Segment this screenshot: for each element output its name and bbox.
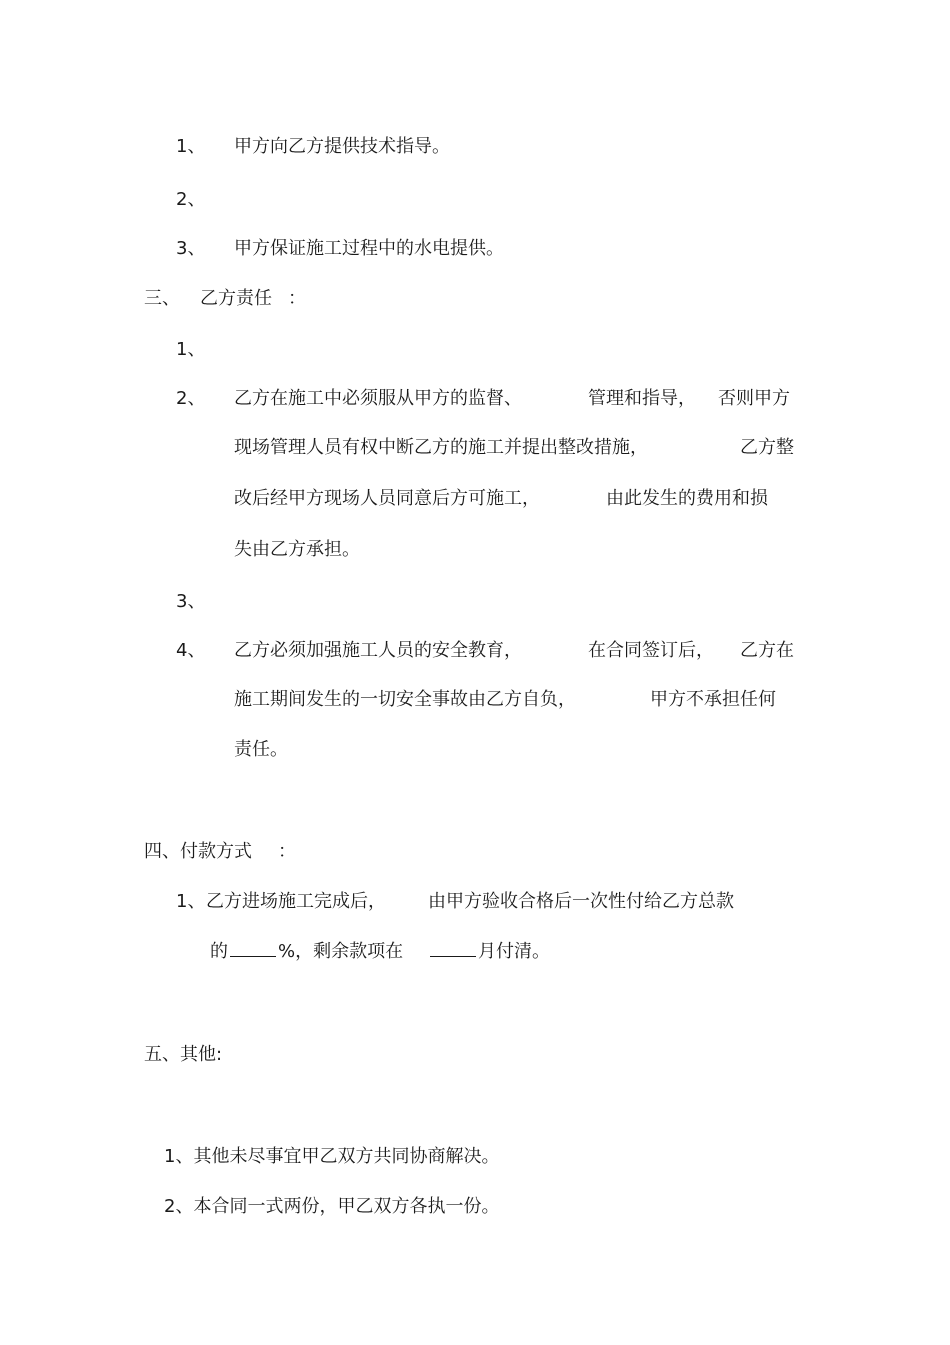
section3-item-2-line3a: 改后经甲方现场人员同意后方可施工， bbox=[234, 488, 540, 509]
section3-item-2-line1b: 管理和指导， bbox=[588, 388, 696, 409]
section4-item-1-number: 1、 bbox=[176, 891, 206, 912]
section3-number: 三、 bbox=[144, 288, 180, 309]
section3-item-4-line2a: 施工期间发生的一切安全事故由乙方自负， bbox=[234, 689, 576, 710]
section4-colon: ： bbox=[278, 841, 296, 862]
section3-item-1-number: 1、 bbox=[176, 339, 206, 360]
section3-item-4-line3: 责任。 bbox=[234, 739, 288, 760]
section5-heading: 五、其他: bbox=[144, 1044, 223, 1065]
section3-item-2-line2a: 现场管理人员有权中断乙方的施工并提出整改措施， bbox=[234, 437, 648, 458]
section3-item-2-number: 2、 bbox=[176, 388, 206, 409]
section2-item-1-number: 1、 bbox=[176, 136, 206, 157]
section3-item-2-line2b: 乙方整 bbox=[740, 437, 794, 458]
section3-item-2-line4: 失由乙方承担。 bbox=[234, 539, 360, 560]
section4-item-1-line2-month bbox=[428, 940, 550, 964]
percent-blank bbox=[230, 942, 276, 957]
section4-item-1-line2a: 的 bbox=[210, 941, 228, 962]
section3-item-2-line1a: 乙方在施工中必须服从甲方的监督、 bbox=[234, 388, 522, 409]
section4-item-1-line2 bbox=[210, 940, 403, 964]
section4-item-1-line1b: 由甲方验收合格后一次性付给乙方总款 bbox=[428, 891, 734, 912]
month-blank bbox=[430, 942, 476, 957]
section5-item-1: 1、其他未尽事宜甲乙双方共同协商解决。 bbox=[164, 1146, 500, 1167]
section3-item-4-line2b: 甲方不承担任何 bbox=[650, 689, 776, 710]
section2-item-1-text: 甲方向乙方提供技术指导。 bbox=[234, 136, 450, 157]
section3-item-4-line1a: 乙方必须加强施工人员的安全教育， bbox=[234, 640, 522, 661]
section4-heading: 四、付款方式 bbox=[144, 841, 252, 862]
section4-item-1-line1a: 乙方进场施工完成后， bbox=[206, 891, 386, 912]
section3-item-3-number: 3、 bbox=[176, 591, 206, 612]
section2-item-2-number: 2、 bbox=[176, 189, 206, 210]
section3-item-2-line3b: 由此发生的费用和损 bbox=[606, 488, 768, 509]
section3-item-4-line1c: 乙方在 bbox=[740, 640, 794, 661]
section4-item-1-line2c: 月付清。 bbox=[478, 941, 550, 962]
section5-item-2: 2、本合同一式两份，甲乙双方各执一份。 bbox=[164, 1196, 500, 1217]
section2-item-3-text: 甲方保证施工过程中的水电提供。 bbox=[234, 238, 504, 259]
section2-item-3-number: 3、 bbox=[176, 238, 206, 259]
section4-item-1-line2b: %，剩余款项在 bbox=[278, 941, 404, 962]
section3-item-4-number: 4、 bbox=[176, 640, 206, 661]
section3-colon: ： bbox=[288, 288, 306, 309]
section3-title: 乙方责任 bbox=[200, 288, 272, 309]
section3-item-4-line1b: 在合同签订后， bbox=[588, 640, 714, 661]
section3-item-2-line1c: 否则甲方 bbox=[718, 388, 790, 409]
